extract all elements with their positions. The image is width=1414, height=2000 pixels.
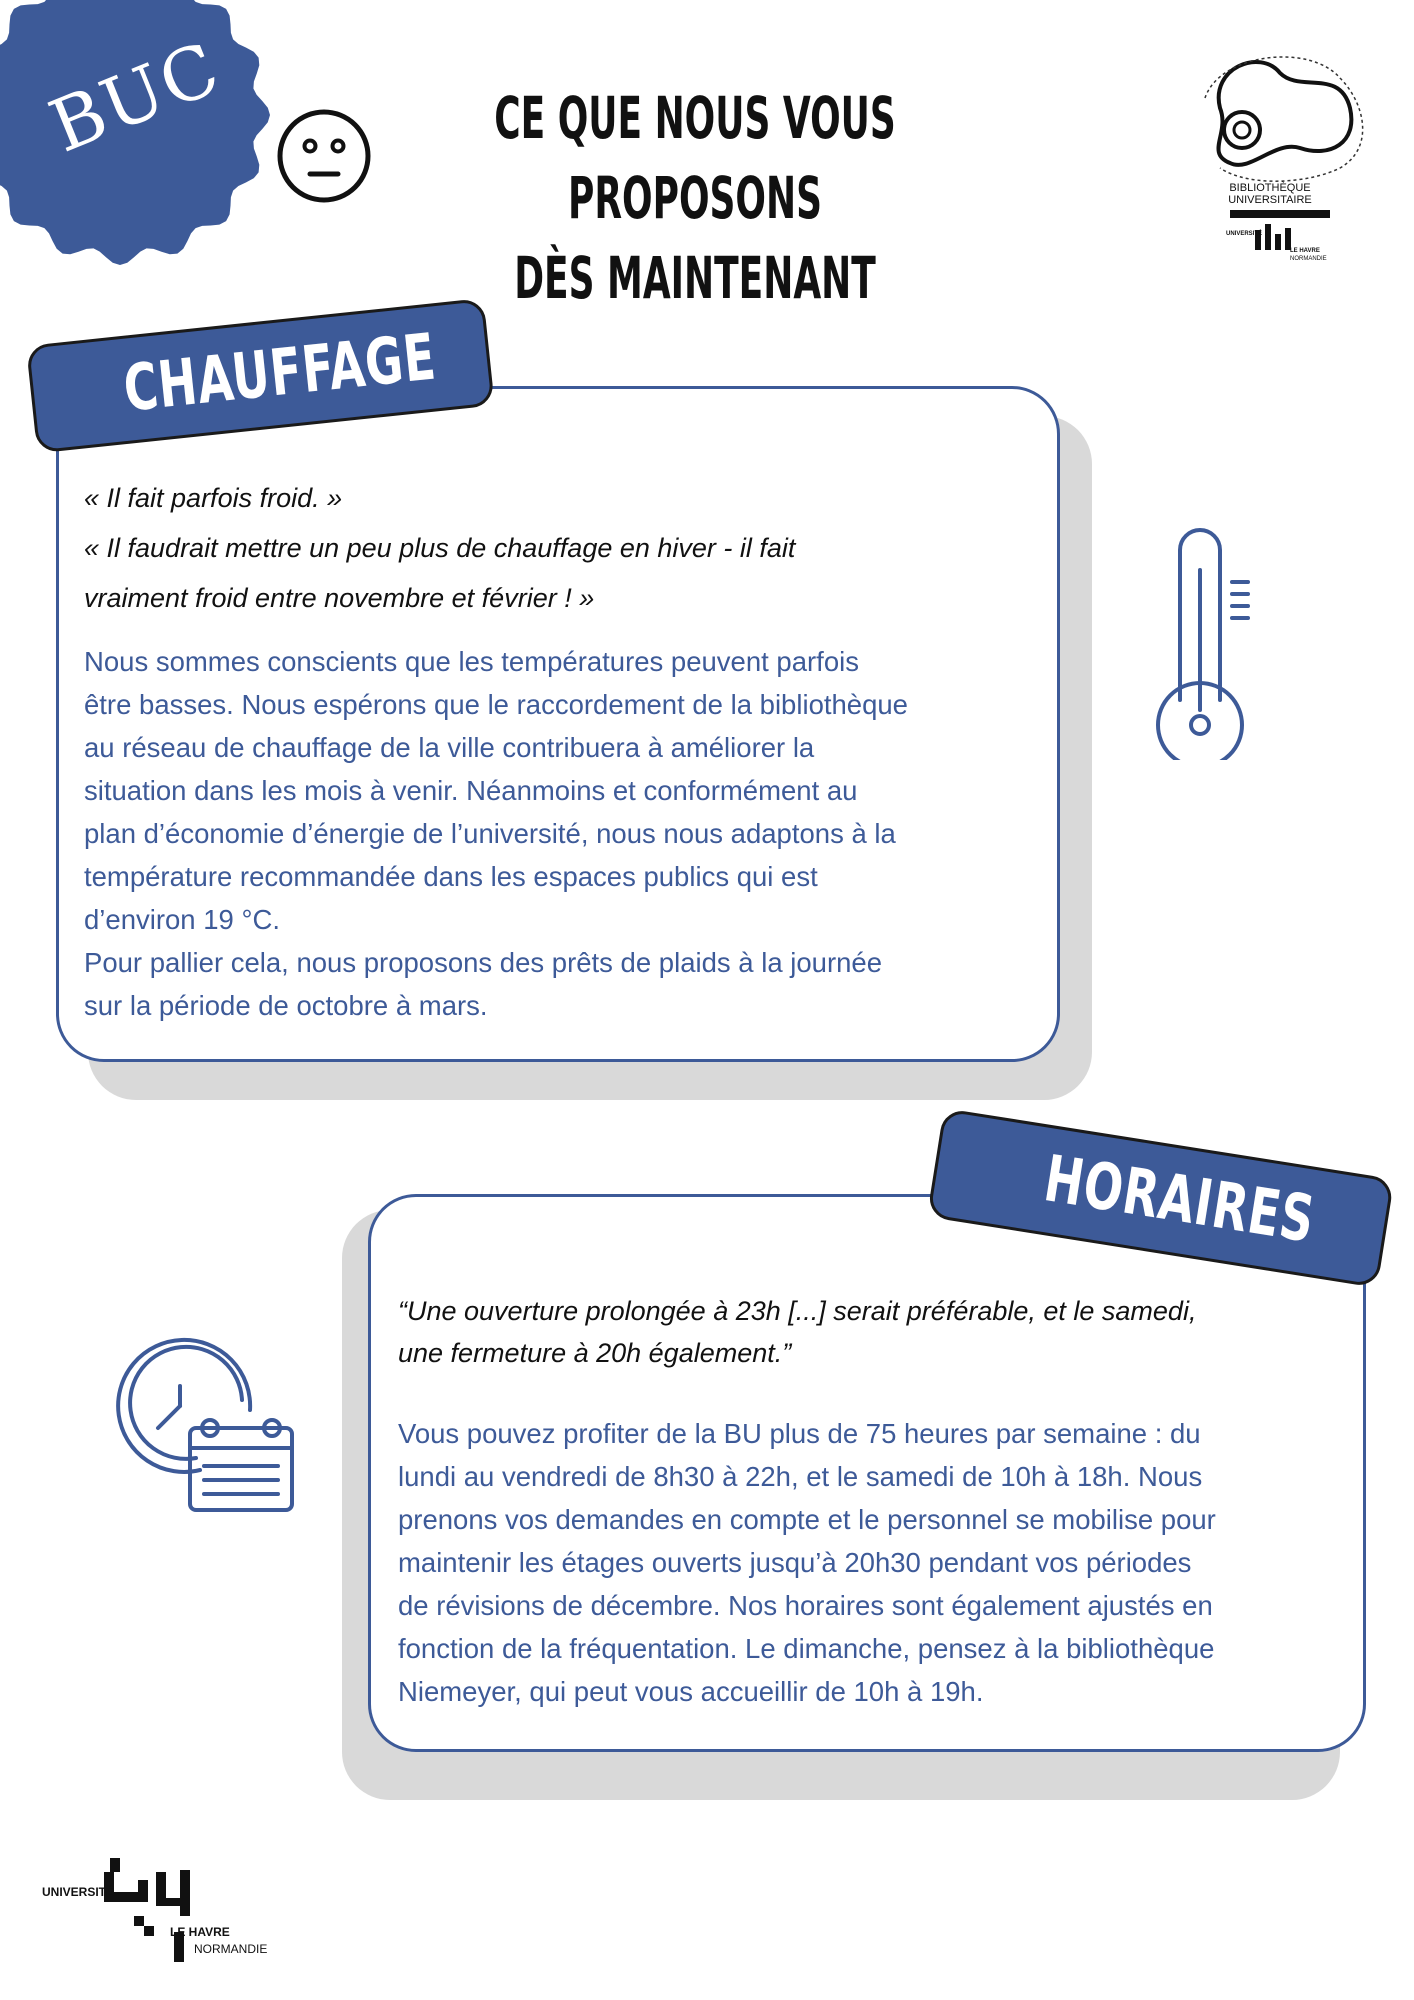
horaires-body-3: prenons vos demandes en compte et le personnel se mobilise pour	[398, 1504, 1216, 1535]
title-line-1: CE QUE NOUS VOUS PROPOSONS	[494, 84, 896, 232]
horaires-body	[398, 1412, 1358, 1713]
chauffage-body-6: température recommandée dans les espaces publics qui est	[84, 861, 818, 892]
bu-logo-line-2: UNIVERSITAIRE	[1228, 194, 1312, 206]
horaires-body-4: maintenir les étages ouverts jusqu’à 20h30 pendant vos périodes	[398, 1547, 1192, 1578]
university-logo-icon	[100, 1858, 200, 1968]
chauffage-body-7: d’environ 19 °C.	[84, 904, 280, 935]
chauffage-tag-label: CHAUFFAGE	[120, 320, 440, 427]
bu-logo-line-1: BIBLIOTHÈQUE	[1229, 182, 1311, 194]
bu-logo-label	[1200, 182, 1340, 206]
thermometer-icon	[1140, 520, 1260, 760]
horaires-tag-label: HORAIRES	[1039, 1142, 1320, 1258]
chauffage-quote-2: « Il faudrait mettre un peu plus de chauffage en hiver - il fait	[84, 533, 796, 563]
title-line-2: DÈS MAINTENANT	[514, 244, 876, 312]
footer-uni: UNIVERSITÉ	[42, 1885, 115, 1899]
horaires-body-6: fonction de la fréquentation. Le dimanche, pensez à la bibliothèque	[398, 1633, 1215, 1664]
footer-normandie: NORMANDIE	[194, 1942, 268, 1956]
horaires-quotes	[398, 1290, 1358, 1374]
chauffage-body-1: Nous sommes conscients que les températures peuvent parfois	[84, 646, 859, 677]
bu-logo-uni: UNIVERSITÉ	[1226, 231, 1263, 237]
horaires-body-1: Vous pouvez profiter de la BU plus de 75 heures par semaine : du	[398, 1418, 1201, 1449]
horaires-body-2: lundi au vendredi de 8h30 à 22h, et le samedi de 10h à 18h. Nous	[398, 1461, 1203, 1492]
chauffage-quotes	[84, 473, 984, 623]
chauffage-body-3: au réseau de chauffage de la ville contribuera à améliorer la	[84, 732, 815, 763]
neutral-face-icon	[276, 108, 372, 204]
horaires-quote-1: “Une ouverture prolongée à 23h [...] serait préférable, et le samedi,	[398, 1296, 1197, 1326]
bu-logo-normandie: NORMANDIE	[1290, 256, 1327, 262]
clock-calendar-icon	[100, 1330, 300, 1520]
chauffage-body-5: plan d’économie d’énergie de l’université, nous nous adaptons à la	[84, 818, 896, 849]
chauffage-body-2: être basses. Nous espérons que le raccordement de la bibliothèque	[84, 689, 908, 720]
chauffage-body-9: sur la période de octobre à mars.	[84, 990, 488, 1021]
bu-logo-havre: LE HAVRE	[1290, 248, 1320, 254]
chauffage-quote-3: vraiment froid entre novembre et février ! »	[84, 583, 595, 613]
horaires-body-5: de révisions de décembre. Nos horaires sont également ajustés en	[398, 1590, 1213, 1621]
chauffage-body-8: Pour pallier cela, nous proposons des prêts de plaids à la journée	[84, 947, 882, 978]
horaires-body-7: Niemeyer, qui peut vous accueillir de 10h à 19h.	[398, 1676, 984, 1707]
page-title	[494, 78, 897, 318]
chauffage-body	[84, 640, 1044, 1027]
chauffage-quote-1: « Il fait parfois froid. »	[84, 483, 343, 513]
chauffage-body-4: situation dans les mois à venir. Néanmoins et conformément au	[84, 775, 858, 806]
badge-text: BUC	[38, 25, 232, 169]
horaires-quote-2: une fermeture à 20h également.”	[398, 1338, 792, 1368]
footer-havre: LE HAVRE	[170, 1925, 230, 1939]
bu-library-logo	[1190, 48, 1370, 268]
